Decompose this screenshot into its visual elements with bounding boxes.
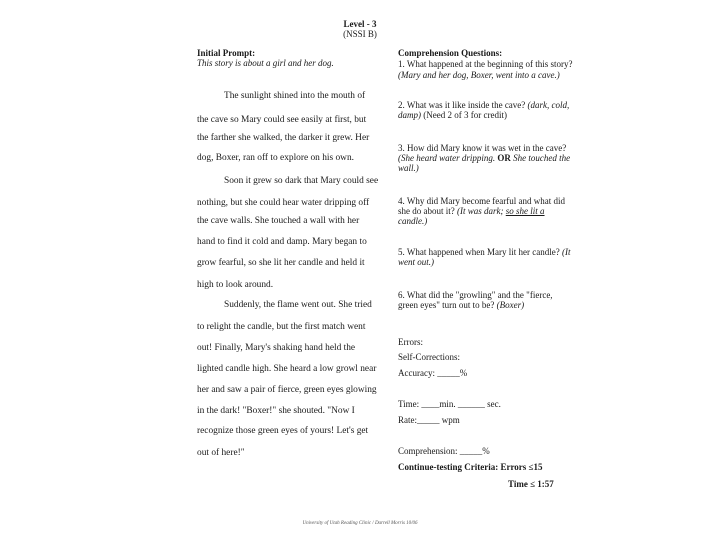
continue-testing-criteria: Continue-testing Criteria: Errors ≤15 [398,462,543,472]
question-3-answer-c: wall.) [398,163,419,173]
question-6-line-2 [398,300,524,310]
story-line: in the dark! "Boxer!" she shouted. "Now I [197,406,355,416]
story-line: dog, Boxer, ran off to explore on his own. [197,153,354,163]
question-5-answer-a: (It [562,247,571,257]
story-line: The sunlight shined into the mouth of [224,91,366,101]
story-line: out! Finally, Mary's shaking hand held the [197,343,356,353]
question-5-answer-b: went out.) [398,257,434,267]
question-2-note: (Need 2 of 3 for credit) [423,110,507,120]
story-line: Suddenly, the flame went out. She tried [224,300,372,310]
question-3-answer-a: (She heard water dripping. [398,153,496,163]
question-3: 3. How did Mary know it was wet in the cave? [398,143,567,153]
rate-label: Rate:_____ wpm [398,415,460,425]
question-2-answer: (dark, cold, [527,100,570,110]
question-1-answer: (Mary and her dog, Boxer, went into a cave.) [398,70,560,80]
question-6-text-b: green eyes" turn out to be? [398,300,495,310]
accuracy-label: Accuracy: _____% [398,368,468,378]
question-3-or: OR [497,153,511,163]
question-2-text: 2. What was it like inside the cave? [398,100,526,110]
story-line: recognize those green eyes of yours! Let's get [197,426,369,436]
story-line: to relight the candle, but the first match went [197,322,366,332]
question-6: 6. What did the "growling" and the "fierce, [398,290,553,300]
time-criteria: Time ≤ 1:57 [508,479,554,489]
story-line: nothing, but she could hear water dripping off [197,198,370,208]
time-label: Time: ____min. ______ sec. [398,399,501,409]
question-3-answer-b: She touched the [513,153,571,163]
question-6-answer: (Boxer) [496,300,525,310]
story-line: the cave so Mary could see easily at first, but [197,115,367,125]
question-4-text-b: she do about it? [398,206,455,216]
question-2-answer-cont: damp) [398,110,421,120]
page-footer: University of Utah Reading Clinic / Darrell Morris 10/06 [302,521,418,526]
question-2-line-2 [398,110,507,120]
question-5 [398,247,571,257]
question-4-answer-c: candle.) [398,216,428,226]
story-line: hand to find it cold and damp. Mary began to [197,237,367,247]
errors-label: Errors: [398,337,423,347]
question-4-answer-b: so she lit a [505,206,545,216]
story-line: grow fearful, so she lit her candle and held it [197,258,365,268]
question-3-answer-line [398,153,570,163]
initial-prompt-text: This story is about a girl and her dog. [197,58,334,68]
initial-prompt-heading: Initial Prompt: [197,48,256,58]
question-4: 4. Why did Mary become fearful and what did [398,196,566,206]
self-corrections-label: Self-Corrections: [398,352,460,362]
question-4-answer-a: (It was dark; [457,206,504,216]
story-line: the cave walls. She touched a wall with her [197,216,360,226]
question-1: 1. What happened at the beginning of this story? [398,59,573,69]
story-line: the farther she walked, the darker it grew. Her [197,133,370,143]
question-4-line-2 [398,206,545,216]
page-subtitle: (NSSI B) [343,29,377,39]
question-2 [398,100,569,110]
story-line: her and saw a pair of fierce, green eyes glowing [197,385,377,395]
question-5-text: 5. What happened when Mary lit her candle? [398,247,560,257]
story-line: lighted candle high. She heard a low growl near [197,364,377,374]
page-title: Level - 3 [343,19,377,29]
story-line: high to look around. [197,280,274,290]
story-line: out of here!" [197,448,245,458]
questions-heading: Comprehension Questions: [398,48,503,58]
comprehension-label: Comprehension: _____% [398,446,490,456]
story-line: Soon it grew so dark that Mary could see [224,176,379,186]
